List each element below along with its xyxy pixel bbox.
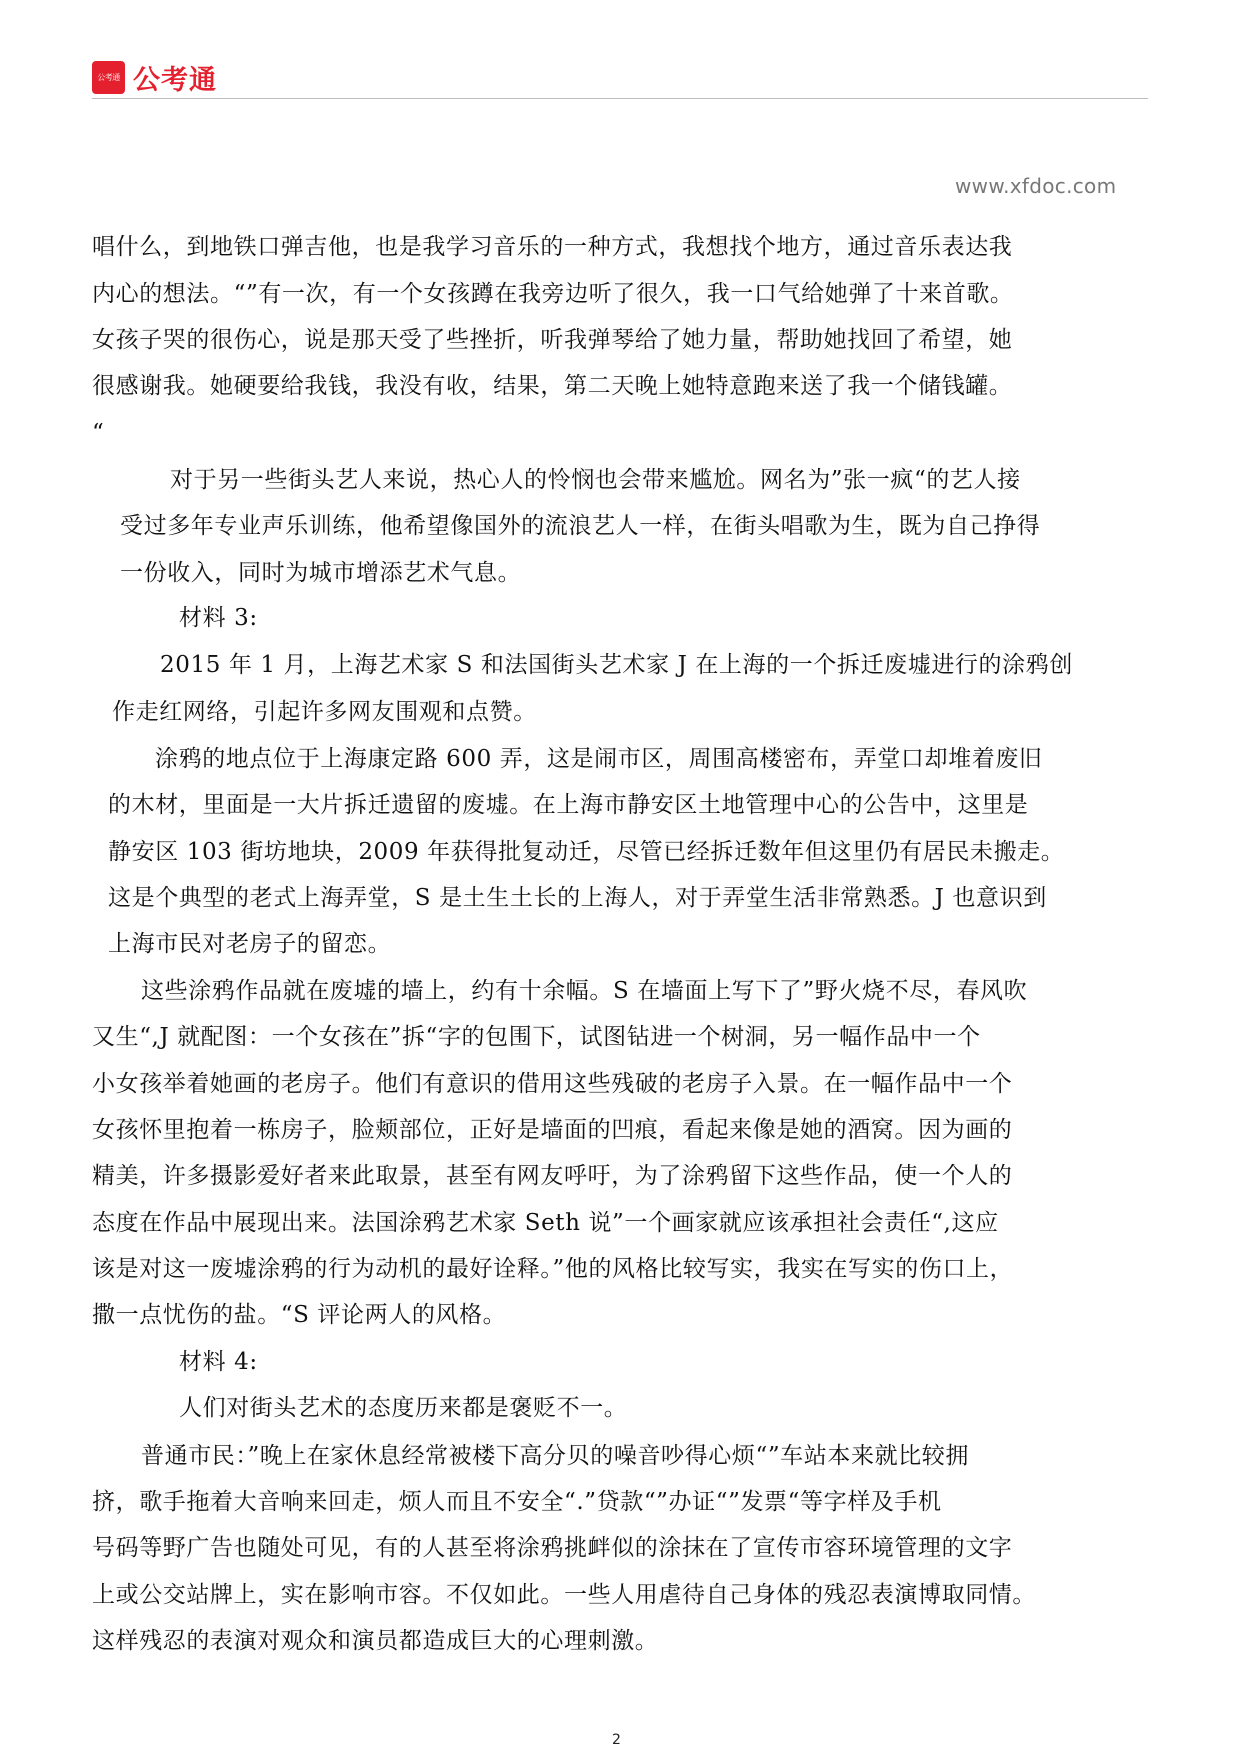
text-line: 该是对这一废墟涂鸦的行为动机的最好诠释。”他的风格比较写实，我实在写实的伤口上， — [92, 1256, 1014, 1282]
section-heading: 材料 4: — [179, 1349, 258, 1375]
text-line: 这些涂鸦作品就在废墟的墙上，约有十余幅。S 在墙面上写下了”野火烧不尽，春风吹 — [141, 978, 1028, 1004]
text-line: 撒一点忧伤的盐。“S 评论两人的风格。 — [92, 1302, 507, 1328]
text-line: 这是个典型的老式上海弄堂，S 是土生土长的上海人，对于弄堂生活非常熟悉。J 也意识到 — [108, 885, 1047, 911]
text-line: 普通市民：”晚上在家休息经常被楼下高分贝的噪音吵得心烦“”车站本来就比较拥 — [141, 1443, 969, 1469]
page-number: 2 — [612, 1732, 621, 1748]
text-line: 2015 年 1 月，上海艺术家 S 和法国街头艺术家 J 在上海的一个拆迁废墟进行的涂鸦创 — [160, 652, 1073, 678]
text-line: 静安区 103 街坊地块，2009 年获得批复动迁，尽管已经拆迁数年但这里仍有居民未搬走。 — [108, 839, 1065, 865]
text-line: 上海市民对老房子的留恋。 — [108, 931, 392, 957]
logo-badge-icon: 公考通 — [92, 61, 125, 94]
text-line: 女孩怀里抱着一栋房子，脸颊部位，正好是墙面的凹痕，看起来像是她的酒窝。因为画的 — [92, 1117, 1013, 1143]
text-line: 又生“,J 就配图：一个女孩在”拆“字的包围下，试图钻进一个树洞，另一幅作品中一个 — [92, 1024, 981, 1050]
header-divider — [92, 98, 1148, 99]
text-line: 内心的想法。“”有一次，有一个女孩蹲在我旁边听了很久，我一口气给她弹了十来首歌。 — [92, 281, 1014, 307]
text-line: 号码等野广告也随处可见，有的人甚至将涂鸦挑衅似的涂抹在了宣传市容环境管理的文字 — [92, 1535, 1013, 1561]
text-line: 态度在作品中展现出来。法国涂鸦艺术家 Seth 说”一个画家就应该承担社会责任“,这应 — [92, 1210, 999, 1236]
text-line: 涂鸦的地点位于上海康定路 600 弄，这是闹市区，周围高楼密布，弄堂口却堆着废旧 — [155, 746, 1043, 772]
text-line: 女孩子哭的很伤心，说是那天受了些挫折，听我弹琴给了她力量，帮助她找回了希望，她 — [92, 327, 1013, 353]
section-heading: 材料 3: — [179, 605, 258, 631]
text-line: 小女孩举着她画的老房子。他们有意识的借用这些残破的老房子入景。在一幅作品中一个 — [92, 1071, 1013, 1097]
site-url: www.xfdoc.com — [955, 174, 1117, 198]
text-line: 一份收入，同时为城市增添艺术气息。 — [120, 560, 522, 586]
text-line: 这样残忍的表演对观众和演员都造成巨大的心理刺激。 — [92, 1628, 659, 1654]
text-line: 的木材，里面是一大片拆迁遗留的废墟。在上海市静安区土地管理中心的公告中，这里是 — [108, 792, 1029, 818]
text-line: 挤，歌手拖着大音响来回走，烦人而且不安全“.”贷款“”办证“”发票“等字样及手机 — [92, 1489, 942, 1515]
text-line: 很感谢我。她硬要给我钱，我没有收，结果，第二天晚上她特意跑来送了我一个储钱罐。 — [92, 373, 1013, 399]
text-line: 唱什么，到地铁口弹吉他，也是我学习音乐的一种方式，我想找个地方，通过音乐表达我 — [92, 234, 1013, 260]
text-line: 上或公交站牌上，实在影响市容。不仅如此。一些人用虐待自己身体的残忍表演博取同情。 — [92, 1582, 1036, 1608]
logo-text: 公考通 — [133, 64, 217, 96]
text-line: 受过多年专业声乐训练，他希望像国外的流浪艺人一样，在街头唱歌为生，既为自己挣得 — [120, 513, 1041, 539]
text-line: 精美，许多摄影爱好者来此取景，甚至有网友呼吁，为了涂鸦留下这些作品，使一个人的 — [92, 1163, 1013, 1189]
text-line: “ — [92, 420, 105, 446]
brand-logo — [92, 58, 217, 96]
text-line: 作走红网络，引起许多网友围观和点赞。 — [112, 699, 537, 725]
text-line: 对于另一些街头艺人来说，热心人的怜悯也会带来尴尬。网名为”张一疯“的艺人接 — [170, 467, 1021, 493]
text-line: 人们对街头艺术的态度历来都是褒贬不一。 — [179, 1395, 628, 1421]
